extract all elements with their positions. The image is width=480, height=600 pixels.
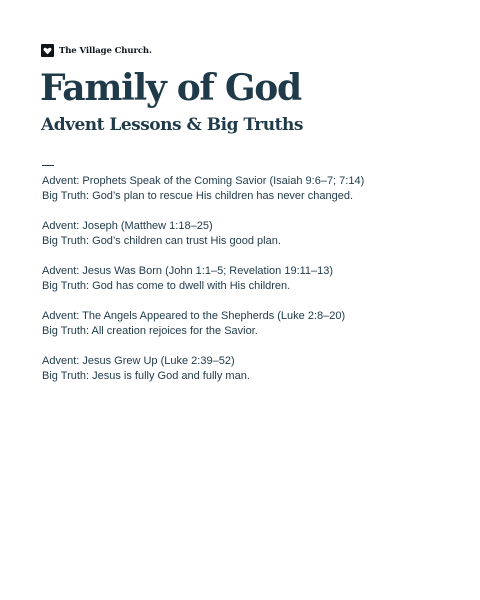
big-truth-line: Big Truth: God’s children can trust His good plan. <box>42 235 281 247</box>
big-truth-line: Big Truth: Jesus is fully God and fully man. <box>42 370 250 382</box>
advent-line: Advent: The Angels Appeared to the Shepherds (Luke 2:8–20) <box>42 310 346 322</box>
big-truth-line: Big Truth: God’s plan to rescue His children has never changed. <box>42 190 354 202</box>
church-logo <box>41 44 152 57</box>
lesson-item <box>42 174 364 204</box>
advent-line: Advent: Jesus Grew Up (Luke 2:39–52) <box>42 355 235 367</box>
heart-icon <box>41 44 54 57</box>
lesson-item <box>42 309 364 339</box>
lesson-item <box>42 354 364 384</box>
advent-line: Advent: Jesus Was Born (John 1:1–5; Revelation 19:11–13) <box>42 265 334 277</box>
page-subtitle: Advent Lessons & Big Truths <box>41 115 303 135</box>
big-truth-line: Big Truth: All creation rejoices for the Savior. <box>42 325 258 337</box>
advent-line: Advent: Joseph (Matthew 1:18–25) <box>42 220 213 232</box>
lesson-list <box>42 174 364 399</box>
big-truth-line: Big Truth: God has come to dwell with His children. <box>42 280 291 292</box>
advent-line: Advent: Prophets Speak of the Coming Savior (Isaiah 9:6–7; 7:14) <box>42 175 365 187</box>
lesson-item <box>42 264 364 294</box>
church-name: The Village Church. <box>59 45 152 56</box>
lesson-item <box>42 219 364 249</box>
section-divider <box>42 165 54 166</box>
page-title: Family of God <box>40 67 301 109</box>
